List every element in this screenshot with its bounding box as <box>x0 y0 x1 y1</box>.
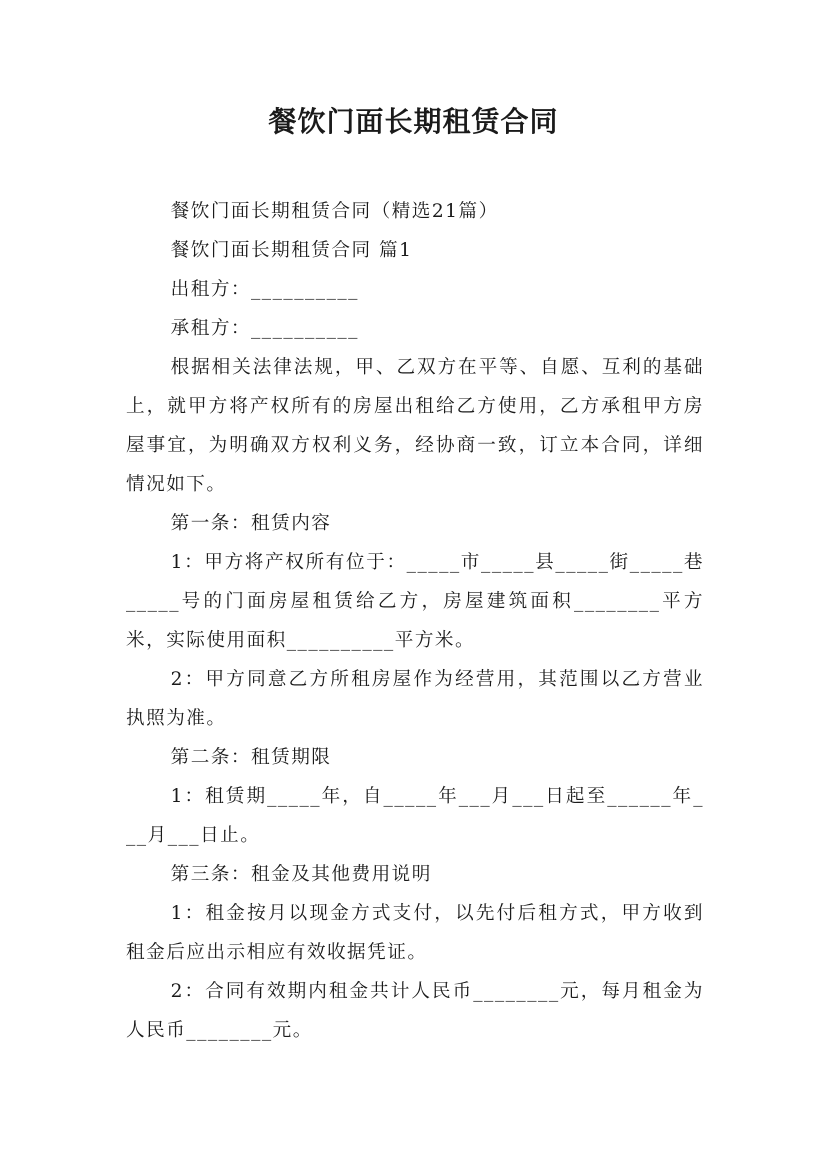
document-body <box>126 192 704 1050</box>
paragraph-section-1-item-2: 2：甲方同意乙方所租房屋作为经营用，其范围以乙方营业执照为准。 <box>126 669 704 729</box>
paragraph-section-2-heading: 第二条：租赁期限 <box>170 747 332 768</box>
paragraph-section-1-heading: 第一条：租赁内容 <box>170 513 332 534</box>
paragraph-preamble: 根据相关法律法规，甲、乙双方在平等、自愿、互利的基础上，就甲方将产权所有的房屋出租给乙方使用，乙方承租甲方房屋事宜，为明确双方权利义务，经协商一致，订立本合同，详细情况如下。 <box>126 357 704 495</box>
paragraph-section-1-item-1: 1：甲方将产权所有位于：_____市_____县_____街_____巷_____号的门面房屋租赁给乙方，房屋建筑面积________平方米，实际使用面积__________平方米。 <box>126 552 704 651</box>
paragraph-section-3-heading: 第三条：租金及其他费用说明 <box>170 864 432 885</box>
paragraph-section-3-item-1: 1：租金按月以现金方式支付，以先付后租方式，甲方收到租金后应出示相应有效收据凭证。 <box>126 903 704 963</box>
paragraph-section-3-item-2: 2：合同有效期内租金共计人民币________元，每月租金为人民币________元。 <box>126 981 704 1041</box>
paragraph-collection-title: 餐饮门面长期租赁合同（精选21篇） <box>170 201 499 222</box>
paragraph-lessor: 出租方：__________ <box>170 279 359 300</box>
paragraph-section-2-item-1: 1：租赁期_____年，自_____年___月___日起至______年___月___日止。 <box>126 786 704 846</box>
document-title: 餐饮门面长期租赁合同 <box>268 105 559 138</box>
paragraph-lessee: 承租方：__________ <box>170 318 359 339</box>
paragraph-article-heading: 餐饮门面长期租赁合同 篇1 <box>170 240 413 261</box>
